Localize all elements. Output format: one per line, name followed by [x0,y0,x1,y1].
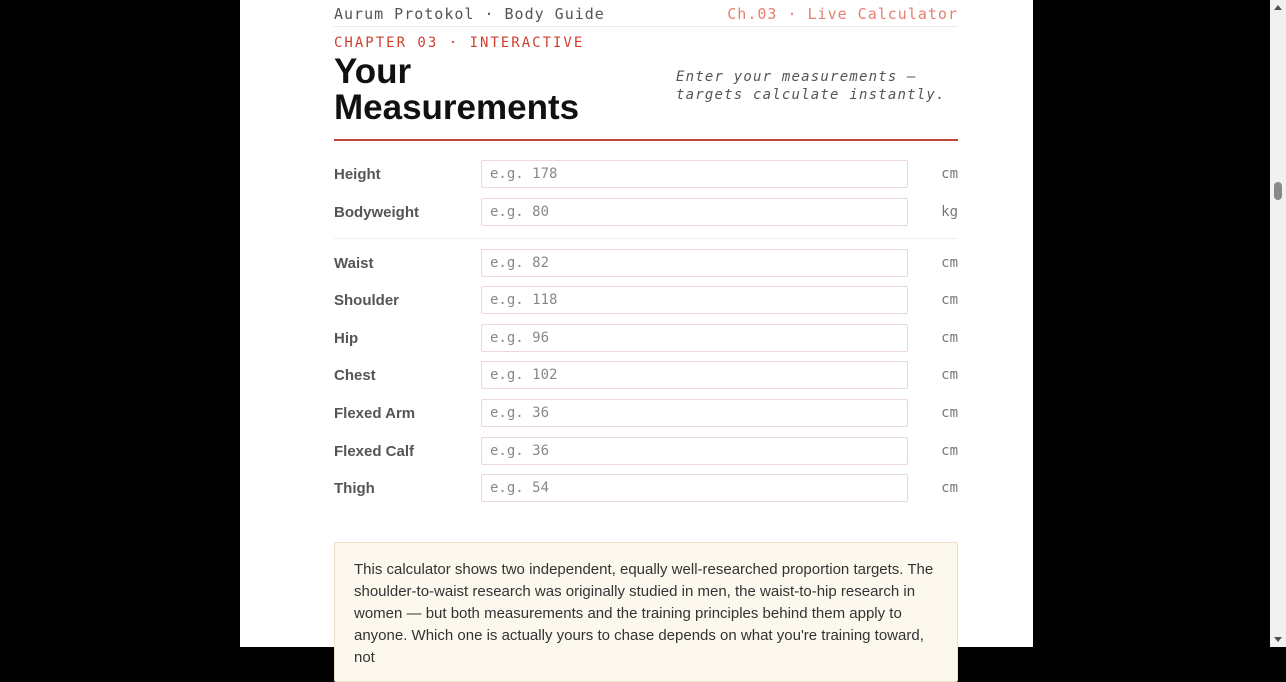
field-label: Bodyweight [334,203,419,221]
field-height [334,160,958,188]
field-waist [334,249,958,277]
waist-input[interactable] [481,249,908,277]
measurements-form [334,160,958,502]
chest-input[interactable] [481,361,908,389]
main-content [334,0,958,512]
shoulder-input[interactable] [481,286,908,314]
field-label: Waist [334,254,374,272]
section-divider [334,238,958,239]
scroll-up-arrow-icon[interactable] [1274,5,1282,10]
guide-title: Aurum Protokol · Body Guide [334,5,605,23]
unit-label: cm [941,254,958,271]
chapter-label: CHAPTER 03 · INTERACTIVE [334,35,585,51]
page-title-line-2: Measurements [334,88,580,127]
unit-label: cm [941,166,958,182]
height-input[interactable] [481,160,908,188]
scrollbar-thumb[interactable] [1274,182,1282,200]
unit-label: cm [941,367,958,384]
field-label: Flexed Calf [334,442,415,460]
unit-label: cm [941,442,958,459]
page-scrollbar[interactable] [1270,0,1286,647]
field-flexed-arm [334,399,958,427]
page-title-line-1: Your [334,52,412,91]
info-note: This calculator shows two independent, equally well-researched proportion targets. The shoulder-to-waist research was originally studied in men, the waist-to-hip research in women — but both measurements and the training principles behind them apply to anyone. Which one is actually yours to chase depends on what you're training toward, not [334,542,958,682]
field-flexed-calf [334,437,958,465]
field-thigh [334,474,958,502]
field-label: Chest [334,367,376,385]
field-chest [334,361,958,389]
field-shoulder [334,286,958,314]
hip-input[interactable] [481,324,908,352]
unit-label: cm [941,292,958,309]
scroll-down-arrow-icon[interactable] [1274,637,1282,642]
page-subtitle: Enter your measurements — targets calculate instantly. [676,69,946,103]
field-label: Flexed Arm [334,404,416,422]
field-label: Shoulder [334,292,400,310]
page-header [334,52,958,141]
flexed-arm-input[interactable] [481,399,908,427]
unit-label: cm [941,480,958,497]
field-bodyweight [334,198,958,226]
field-label: Thigh [334,480,375,498]
page [240,0,1033,666]
page-title [334,54,654,126]
field-hip [334,324,958,352]
top-bar [334,0,958,27]
field-label: Height [334,166,381,183]
bodyweight-input[interactable] [481,198,908,226]
unit-label: cm [941,404,958,421]
thigh-input[interactable] [481,474,908,502]
unit-label: cm [941,329,958,346]
unit-label: kg [941,203,958,220]
chapter-indicator: Ch.03 · Live Calculator [727,5,958,23]
field-label: Hip [334,329,359,347]
flexed-calf-input[interactable] [481,437,908,465]
